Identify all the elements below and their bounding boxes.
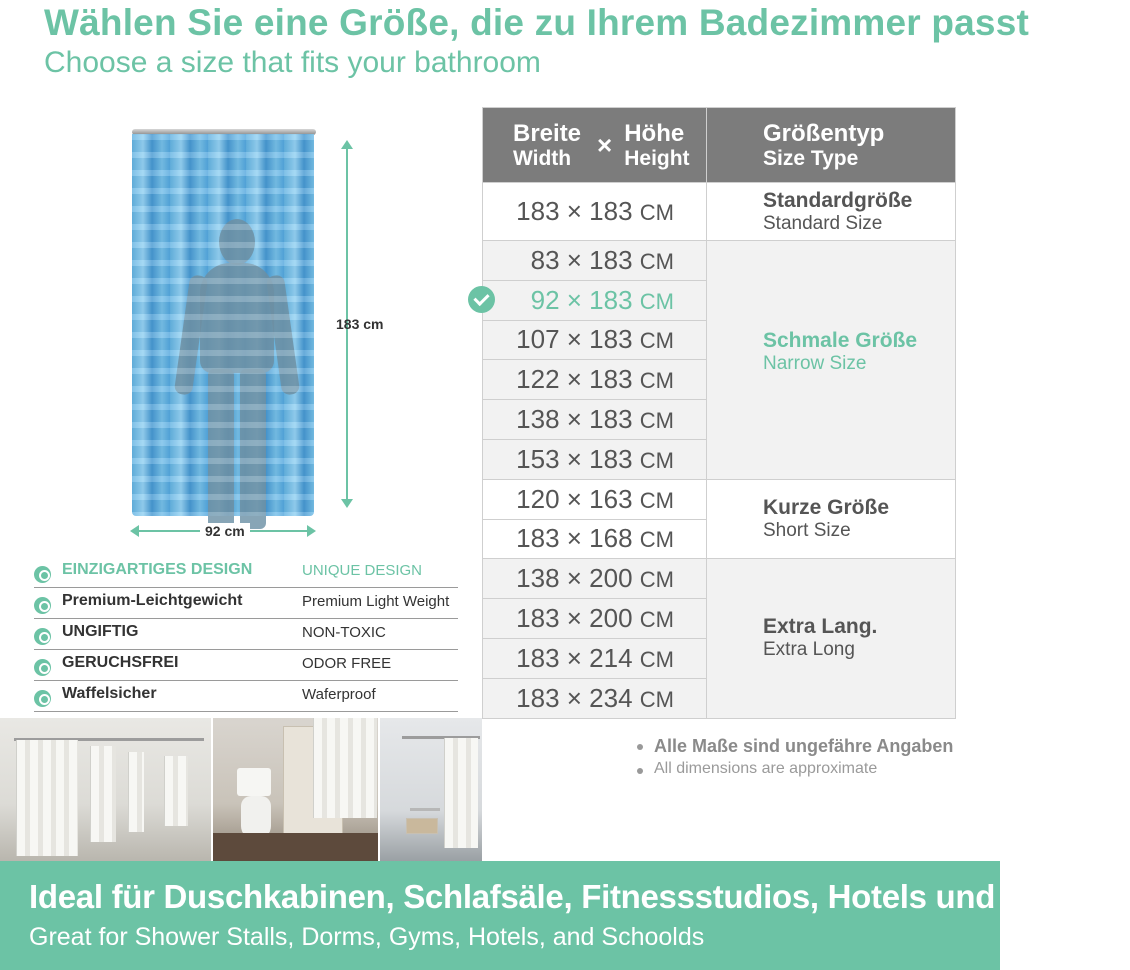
size-dimension: 183 × 214 CM bbox=[483, 638, 707, 678]
feature-item bbox=[34, 650, 458, 681]
size-unit: CM bbox=[639, 607, 674, 633]
size-type-cell bbox=[707, 559, 956, 718]
size-dimension: 107 × 183 CM bbox=[483, 320, 707, 360]
header-size-type bbox=[707, 108, 956, 183]
size-type-cell bbox=[707, 479, 956, 559]
footer-en: Great for Shower Stalls, Dorms, Gyms, Hotels, and Schoolds bbox=[29, 923, 705, 951]
feature-bullet-icon bbox=[34, 659, 51, 676]
size-unit: CM bbox=[639, 567, 674, 593]
header-type-en: Size Type bbox=[763, 146, 859, 170]
size-unit: CM bbox=[639, 487, 674, 513]
feature-en: Waferproof bbox=[302, 686, 376, 703]
feature-bullet-icon bbox=[34, 628, 51, 645]
feature-en: Premium Light Weight bbox=[302, 593, 450, 610]
feature-de: Waffelsicher bbox=[62, 685, 157, 702]
size-dimension: 120 × 163 CM bbox=[483, 479, 707, 519]
size-dimension: 92 × 183 CM bbox=[483, 280, 707, 320]
header-type-de: Größentyp bbox=[763, 119, 885, 147]
size-row bbox=[483, 183, 956, 241]
size-unit: CM bbox=[639, 527, 674, 553]
notes bbox=[637, 736, 953, 778]
feature-de: UNGIFTIG bbox=[62, 623, 139, 640]
feature-bullet-icon bbox=[34, 566, 51, 583]
photo-shower-stalls bbox=[0, 718, 211, 861]
feature-en: ODOR FREE bbox=[302, 655, 392, 672]
size-dimension: 183 × 234 CM bbox=[483, 678, 707, 718]
feature-item bbox=[34, 619, 458, 650]
header-times: × bbox=[597, 129, 613, 160]
feature-de: EINZIGARTIGES DESIGN bbox=[62, 561, 253, 578]
feature-item bbox=[34, 557, 458, 588]
size-row bbox=[483, 241, 956, 281]
size-unit: CM bbox=[639, 646, 674, 672]
feature-list bbox=[34, 557, 458, 712]
page-subtitle-en: Choose a size that fits your bathroom bbox=[44, 46, 541, 79]
feature-de: GERUCHSFREI bbox=[62, 654, 179, 671]
size-row bbox=[483, 479, 956, 519]
feature-item bbox=[34, 588, 458, 619]
size-row bbox=[483, 559, 956, 599]
size-type-de: Extra Lang. bbox=[763, 615, 878, 639]
feature-en: UNIQUE DESIGN bbox=[302, 562, 423, 579]
size-type-de: Standardgröße bbox=[763, 188, 913, 212]
note-en: All dimensions are approximate bbox=[637, 760, 953, 778]
header-width-en: Width bbox=[513, 146, 572, 170]
photo-bathroom-toilet bbox=[213, 718, 378, 861]
height-label: 183 cm bbox=[336, 316, 384, 332]
feature-item bbox=[34, 681, 458, 712]
size-type-en: Extra Long bbox=[763, 639, 855, 661]
footer-de: Ideal für Duschkabinen, Schlafsäle, Fitnessstudios, Hotels und Schulen bbox=[29, 878, 1130, 915]
usage-photos bbox=[0, 718, 482, 861]
size-type-cell bbox=[707, 183, 956, 241]
size-type-de: Kurze Größe bbox=[763, 496, 890, 520]
curtain-illustration bbox=[120, 120, 420, 550]
header-dimensions bbox=[483, 108, 707, 183]
check-icon bbox=[468, 286, 495, 313]
header-width-de: Breite bbox=[513, 119, 582, 147]
size-dimension: 153 × 183 CM bbox=[483, 439, 707, 479]
size-type-de: Schmale Größe bbox=[763, 329, 918, 352]
size-type-en: Narrow Size bbox=[763, 353, 867, 374]
page-title-de: Wählen Sie eine Größe, die zu Ihrem Badezimmer passt bbox=[44, 2, 1030, 43]
header-height-de: Höhe bbox=[624, 119, 685, 147]
size-unit: CM bbox=[639, 408, 674, 434]
feature-de: Premium-Leichtgewicht bbox=[62, 592, 243, 609]
feature-en: NON-TOXIC bbox=[302, 624, 386, 641]
size-unit: CM bbox=[639, 200, 674, 225]
person-silhouette bbox=[182, 219, 292, 529]
size-dimension: 183 × 200 CM bbox=[483, 599, 707, 639]
size-type-en: Standard Size bbox=[763, 212, 883, 234]
size-dimension: 138 × 183 CM bbox=[483, 400, 707, 440]
size-type-en: Short Size bbox=[763, 520, 851, 542]
size-dimension: 183 × 183 CM bbox=[483, 183, 707, 241]
size-table bbox=[482, 107, 956, 719]
note-de: Alle Maße sind ungefähre Angaben bbox=[637, 736, 953, 757]
size-unit: CM bbox=[639, 248, 674, 274]
header-height-en: Height bbox=[624, 146, 690, 170]
photo-accessible-shower bbox=[380, 718, 482, 861]
size-unit: CM bbox=[639, 328, 674, 354]
size-unit: CM bbox=[639, 368, 674, 394]
size-unit: CM bbox=[639, 447, 674, 473]
size-dimension: 122 × 183 CM bbox=[483, 360, 707, 400]
shower-curtain bbox=[132, 134, 314, 516]
size-type-cell bbox=[707, 241, 956, 480]
feature-bullet-icon bbox=[34, 690, 51, 707]
width-label: 92 cm bbox=[200, 523, 250, 539]
footer-banner bbox=[0, 861, 1130, 970]
size-unit: CM bbox=[639, 288, 674, 314]
size-unit: CM bbox=[639, 686, 674, 712]
size-dimension: 138 × 200 CM bbox=[483, 559, 707, 599]
size-dimension: 83 × 183 CM bbox=[483, 241, 707, 281]
feature-bullet-icon bbox=[34, 597, 51, 614]
size-dimension: 183 × 168 CM bbox=[483, 519, 707, 559]
